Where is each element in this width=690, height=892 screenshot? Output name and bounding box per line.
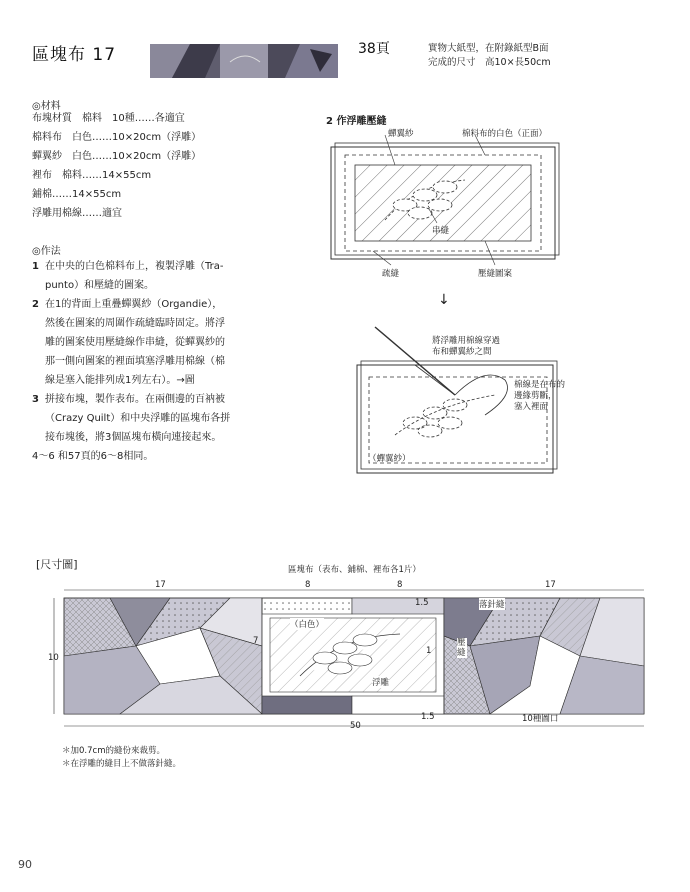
label-cut-ends: 棉線是在布的 邊緣剪斷， 塞入裡面 <box>514 380 566 412</box>
material-item: 鋪棉……14×55cm <box>32 189 122 200</box>
step-line: 雕的圖案使用壓縫線作串縫，從蟬翼紗的 <box>45 337 225 348</box>
diagram-heading: 2 作浮雕壓縫 <box>326 116 387 127</box>
step-line: （Crazy Quilt）和中央浮雕的區塊布各拼 <box>45 413 231 424</box>
page-number: 90 <box>18 858 32 871</box>
step-line: punto）和壓縫的圖案。 <box>45 280 155 291</box>
header-patchwork-banner <box>150 44 338 78</box>
dim-top-right: 17 <box>545 580 556 590</box>
label-ten-fabrics: 10種圖口 <box>522 714 559 724</box>
label-relief: 浮雕 <box>372 678 390 688</box>
dim-inner-height: 7 <box>253 636 259 646</box>
materials-heading: ◎材料 <box>32 101 61 112</box>
final-step-note: 4～6 和57頁的6～8相同。 <box>32 451 154 462</box>
label-quilting: 壓縫 <box>457 638 466 658</box>
label-white-fabric: 棉料布的白色（正面） <box>462 129 548 139</box>
page-title: 區塊布 17 <box>32 45 117 65</box>
dimension-diagram <box>40 576 660 736</box>
step-number: 2 <box>32 299 39 310</box>
label-basting: 疏縫 <box>382 269 400 279</box>
material-item: 裡布 棉料……14×55cm <box>32 170 152 181</box>
label-thread-through: 將浮雕用棉線穿過 布和蟬翼紗之間 <box>432 336 501 357</box>
label-white: （白色） <box>290 620 325 630</box>
step-number: 1 <box>32 261 39 272</box>
note-seam-allowance: ＊加0.7cm的縫份來裁剪。 <box>62 746 165 756</box>
pattern-note: 實物大紙型，在附錄紙型B面 <box>428 43 549 54</box>
banner-pattern <box>150 44 338 78</box>
step-2 <box>32 295 262 390</box>
material-item: 浮雕用棉線……適宜 <box>32 208 122 219</box>
label-organdie: 蟬翼紗 <box>388 129 414 139</box>
label-stitch-in-ditch: 落針縫 <box>479 600 505 610</box>
step-number: 3 <box>32 394 39 405</box>
dim-total-length: 50 <box>350 721 361 731</box>
dim-top-left: 17 <box>155 580 166 590</box>
step-line: 那一側向圖案的裡面填塞浮雕用棉線（棉 <box>45 356 225 367</box>
material-item: 蟬翼紗 白色……10×20cm（浮雕） <box>32 151 202 162</box>
step-line: 拼接布塊，製作表布。在兩側邊的百衲被 <box>45 394 225 405</box>
note-no-stitch: ＊在浮雕的縫目上不做落針縫。 <box>62 759 182 769</box>
step-line: 在1的背面上重疊蟬翼紗（Organdie）， <box>45 299 223 310</box>
material-item: 棉料布 白色……10×20cm（浮雕） <box>32 132 202 143</box>
dim-band-top: 1.5 <box>415 598 429 608</box>
step-3 <box>32 390 262 447</box>
step-line: 接布塊後，將3個區塊布橫向連接起來。 <box>45 432 222 443</box>
step-line: 在中央的白色棉料布上，複製浮雕（Tra- <box>45 261 224 272</box>
step-line: 線是塞入能排列成1列左右）。→圖 <box>45 375 195 386</box>
label-quilt-pattern: 壓縫圖案 <box>478 269 513 279</box>
dimensions-heading: [尺寸圖] <box>36 558 78 571</box>
dim-top-mid1: 8 <box>305 580 311 590</box>
dimensions-subtitle: 區塊布（表布、鋪棉、裡布各1片） <box>288 565 421 575</box>
step-1 <box>32 257 262 295</box>
down-arrow: ↓ <box>438 292 450 308</box>
page-reference: 38頁 <box>358 41 390 57</box>
dim-right-1: 1 <box>426 646 432 656</box>
dim-left-height: 10 <box>48 653 59 663</box>
label-organdie-2: （蟬翼紗） <box>368 454 411 464</box>
dim-top-mid2: 8 <box>397 580 403 590</box>
method-heading: ◎作法 <box>32 246 61 257</box>
step-line: 然後在圖案的周圍作疏縫臨時固定。將浮 <box>45 318 225 329</box>
label-running-stitch: 串縫 <box>432 226 450 236</box>
relief-diagram-top <box>325 125 570 280</box>
finished-size: 完成的尺寸 高10×長50cm <box>428 57 551 68</box>
dim-band-bottom: 1.5 <box>421 712 435 722</box>
material-item: 布塊材質 棉料 10種……各適宜 <box>32 113 185 124</box>
